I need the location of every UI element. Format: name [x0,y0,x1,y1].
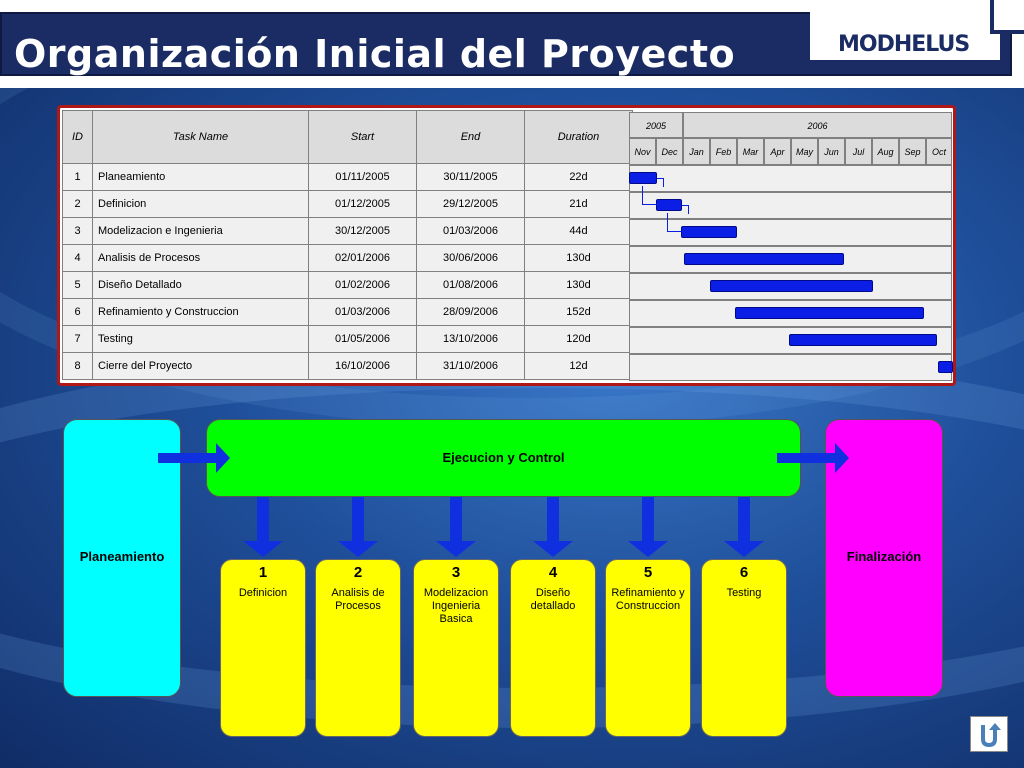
task-start: 01/05/2006 [309,326,417,353]
task-name: Planeamiento [93,164,309,191]
subphase-box [315,559,401,737]
arrow-right-icon [777,453,837,463]
task-name: Diseño Detallado [93,272,309,299]
task-id: 2 [63,191,93,218]
table-row [63,245,633,272]
month-header: May [791,138,818,165]
month-header: Mar [737,138,764,165]
logo: MODHELUS [838,32,970,57]
subphase-label: Testing [726,587,762,599]
gantt-bar [684,253,844,265]
task-end: 01/08/2006 [417,272,525,299]
month-header: Aug [872,138,899,165]
subphase-label: Definicion [238,587,288,599]
gantt-bar [681,226,737,238]
task-name: Cierre del Proyecto [93,353,309,380]
dependency-link [682,205,689,214]
task-end: 28/09/2006 [417,299,525,326]
task-name: Analisis de Procesos [93,245,309,272]
subphase-box [413,559,499,737]
task-duration: 22d [525,164,633,191]
col-header-start: Start [309,111,417,164]
subphase-number: 3 [451,564,461,581]
task-duration: 130d [525,272,633,299]
phase-execution-label: Ejecucion y Control [442,450,565,465]
arrow-down-icon [352,497,364,543]
task-duration: 120d [525,326,633,353]
task-start: 01/12/2005 [309,191,417,218]
dependency-link [642,186,657,205]
table-row [63,164,633,191]
table-row [63,326,633,353]
month-header: Apr [764,138,791,165]
gantt-bar [710,280,872,292]
gantt-bar [656,199,683,211]
task-duration: 152d [525,299,633,326]
month-header: Sep [899,138,926,165]
dependency-link [667,213,682,232]
subphase-box [701,559,787,737]
task-duration: 12d [525,353,633,380]
task-id: 1 [63,164,93,191]
year-header: 2006 [683,112,952,138]
arrow-down-icon [257,497,269,543]
subphase-number: 2 [353,564,363,581]
phase-planning-label: Planeamiento [79,549,165,564]
task-duration: 130d [525,245,633,272]
gantt-bar [629,172,657,184]
task-id: 6 [63,299,93,326]
gantt-bar [938,361,953,373]
task-id: 4 [63,245,93,272]
task-start: 01/11/2005 [309,164,417,191]
month-header: Jun [818,138,845,165]
gantt-bar [735,307,924,319]
task-start: 01/02/2006 [309,272,417,299]
month-header: Feb [710,138,737,165]
gantt-bar [789,334,937,346]
subphase-number: 6 [739,564,749,581]
arrow-right-icon [158,453,218,463]
subphase-number: 1 [258,564,268,581]
table-row [63,272,633,299]
header [0,0,1024,88]
task-duration: 21d [525,191,633,218]
gantt-chart [57,105,956,386]
arrow-down-icon [738,497,750,543]
task-name: Testing [93,326,309,353]
corner-decoration [990,0,1024,34]
table-row [63,191,633,218]
task-end: 30/06/2006 [417,245,525,272]
task-start: 30/12/2005 [309,218,417,245]
subphase-box [220,559,306,737]
task-id: 7 [63,326,93,353]
month-header: Jul [845,138,872,165]
arrow-down-icon [547,497,559,543]
col-header-task: Task Name [93,111,309,164]
subphase-box [605,559,691,737]
return-button[interactable] [970,716,1008,752]
table-row [63,353,633,380]
timeline-row [629,354,952,381]
task-id: 3 [63,218,93,245]
subphase-box [510,559,596,737]
task-id: 5 [63,272,93,299]
task-end: 13/10/2006 [417,326,525,353]
month-header: Dec [656,138,683,165]
task-start: 02/01/2006 [309,245,417,272]
task-id: 8 [63,353,93,380]
month-header: Jan [683,138,710,165]
arrow-down-icon [450,497,462,543]
task-start: 01/03/2006 [309,299,417,326]
task-end: 30/11/2005 [417,164,525,191]
task-end: 01/03/2006 [417,218,525,245]
subphase-label: Refinamiento y Construccion [611,587,685,612]
gantt-timeline [629,112,952,383]
table-row [63,218,633,245]
arrow-down-icon [642,497,654,543]
task-end: 31/10/2006 [417,353,525,380]
task-duration: 44d [525,218,633,245]
subphase-label: Analisis de Procesos [331,587,385,612]
task-name: Refinamiento y Construccion [93,299,309,326]
phase-execution [206,419,801,497]
subphase-number: 5 [643,564,653,581]
task-name: Definicion [93,191,309,218]
col-header-duration: Duration [525,111,633,164]
year-header: 2005 [629,112,683,138]
table-row [63,299,633,326]
month-header: Nov [629,138,656,165]
task-name: Modelizacion e Ingenieria [93,218,309,245]
month-header: Oct [926,138,952,165]
task-end: 29/12/2005 [417,191,525,218]
dependency-link [657,178,664,187]
timeline-row [629,165,952,192]
col-header-end: End [417,111,525,164]
subphase-label: Diseño detallado [530,587,576,612]
return-icon [975,720,1003,748]
page-title: Organización Inicial del Proyecto [14,32,736,76]
task-start: 16/10/2006 [309,353,417,380]
gantt-table [62,110,633,380]
phase-closing-label: Finalización [846,549,922,564]
subphase-number: 4 [548,564,558,581]
subphase-label: Modelizacion Ingenieria Basica [423,587,489,625]
col-header-id: ID [63,111,93,164]
